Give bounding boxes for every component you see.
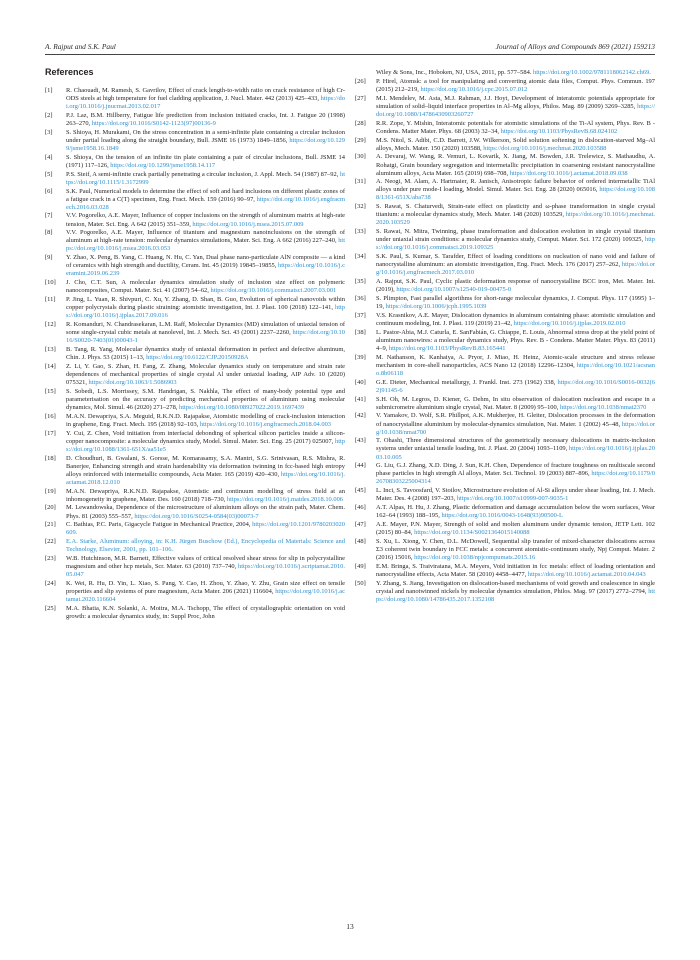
reference-number: [13]: [45, 346, 56, 354]
reference-text: M.S. Nitol, S. Adibi, C.D. Barrett, J.W. Wilkerson, Solid solution softening in dislocation-starved Mg–Al alloys, Mech. Mater. 150 (2020) 103588,: [376, 136, 655, 152]
doi-link[interactable]: https://doi.org/10.1080/14786435.2017.1352108: [376, 587, 655, 603]
reference-item: [45, 455, 345, 487]
reference-text: Y. Cui, Z. Chen, Void initiation from interfacial debonding of spherical silicon particles inside a silicon-copper nanocomposite: a molecular dynamics study, Model. Simul. Mater. Sci. Eng. 25 (2017) 025007,: [66, 429, 345, 445]
reference-number: [28]: [355, 119, 366, 127]
reference-number: [27]: [355, 94, 366, 102]
reference-text: G. Liu, G.J. Zhang, X.D. Ding, J. Sun, K.H. Chen, Dependence of fracture toughness on multiscale second phase particles in high strength Al alloys, Mater. Sci. Technol. 19 (2003) 887–896,: [376, 462, 655, 478]
doi-link[interactable]: https://doi.org/10.1016/j.mechmat.2020.103588: [483, 144, 607, 152]
reference-number: [25]: [45, 605, 56, 613]
reference-number: [41]: [355, 395, 366, 403]
doi-link[interactable]: https://doi.org/10.1016/j.cpc.2015.07.012: [420, 85, 528, 93]
doi-link[interactable]: https://doi.org/10.1002/9781118062142.ch69.: [533, 69, 651, 76]
reference-number: [31]: [355, 178, 366, 186]
reference-item: [45, 504, 345, 520]
reference-item: [45, 605, 345, 621]
doi-link[interactable]: https://doi.org/10.1201/9780203020609.: [66, 521, 345, 537]
reference-item: [355, 120, 655, 136]
reference-text: P.S. Steif, A semi-infinite crack partially penetrating a circular inclusion, J. Appl. Mech. 54 (1987) 87–92,: [66, 170, 340, 178]
reference-item: [45, 254, 345, 278]
reference-item: [45, 521, 345, 537]
reference-text: T. Ohashi, Three dimensional structures of the geometrically necessary dislocations in matrix-inclusion systems under uniaxial tensile loading, Int. J. Plast. 20 (2004) 1093–1109,: [376, 437, 655, 453]
reference-text: E.M. Bringa, S. Traiviratana, M.A. Meyers, Void initiation in fcc metals: effect of loading orientation and nanocrystalline effects, Acta Mater. 58 (2010) 4458–4477,: [376, 562, 655, 578]
reference-number: [35]: [355, 278, 366, 286]
reference-number: [20]: [45, 504, 56, 512]
doi-link[interactable]: https://doi.org/10.1016/j.ijplas.2003.10.005: [376, 445, 655, 461]
doi-link[interactable]: https://doi.org/10.1016/j.ceramint.2019.06.239: [66, 262, 345, 278]
reference-number: [11]: [45, 296, 56, 304]
reference-number: [32]: [355, 203, 366, 211]
reference-number: [37]: [355, 311, 366, 319]
reference-text: Y. Zhao, X. Peng, B. Yang, C. Huang, N. Hu, C. Yan, Dual phase nano-particulate AlN composite — a kind of ceramics with high strength and ductility, Ceram. Int. 45 (2019) 19845–19855,: [66, 254, 345, 270]
reference-number: [39]: [355, 353, 366, 361]
doi-link[interactable]: https://doi.org/10.1115/1.3172999: [66, 170, 345, 186]
reference-number: [38]: [355, 328, 366, 336]
reference-text: P.J. Laz, B.M. Hillberry, Fatigue life prediction from inclusion initiated cracks, Int. J. Fatigue 20 (1998) 263–270,: [66, 111, 345, 127]
doi-link[interactable]: https://doi.org/10.1006/jcph.1995.1039: [385, 303, 487, 311]
reference-number: [17]: [45, 429, 56, 437]
reference-text: D. Choudhuri, B. Gwalani, S. Gorsse, M. Komarasamy, S.A. Mantri, S.G. Srinivasan, R.S. Mishra, R. Banerjee, Enhancing strength and strain hardenability via deformation twinning in fcc-based high entropy alloys reinforced with intermetallic compounds, Acta Mater. 165 (2019) 420–430,: [66, 454, 345, 478]
reference-text: J. Cho, C.T. Sun, A molecular dynamics simulation study of inclusion size effect on polymeric nanocomposites, Comput. Mater. Sci. 41 (2007) 54–62,: [66, 279, 345, 295]
reference-item: [355, 95, 655, 119]
reference-item: [45, 413, 345, 429]
reference-item: [355, 295, 655, 311]
reference-text: S. Plimpton, Fast parallel algorithms for short-range molecular dynamics, J. Comput. Phys. 117 (1995) 1–19,: [376, 295, 655, 311]
reference-item: [355, 78, 655, 94]
reference-number: [5]: [45, 170, 53, 178]
reference-text: W.B. Hutchinson, M.R. Barnett, Effective values of critical resolved shear stress for slip in polycrystalline magnesium and other hcp metals, Scr. Mater. 63 (2010) 737–740,: [66, 555, 345, 571]
reference-text: B. Tang, R. Yang, Molecular dynamics study of uniaxial deformation in perfect and defective aluminum, Chin. J. Phys. 53 (2015) 1–13,: [66, 346, 345, 362]
reference-item: [45, 430, 345, 454]
reference-text: L. Inci, S. Tavoosfard, V. Stoilov, Microstructure evolution of Al-Si alloys under shear loading, Int. J. Mech. Mater. Des. 4 (2008) 197–203,: [376, 487, 655, 503]
reference-number: [24]: [45, 580, 56, 588]
reference-number: [4]: [45, 153, 53, 161]
header-rule: [45, 54, 655, 55]
reference-item: [45, 321, 345, 345]
reference-number: [36]: [355, 295, 366, 303]
reference-number: [44]: [355, 462, 366, 470]
doi-link[interactable]: https://doi.org/10.1088/1361-651X/aba738: [376, 186, 655, 202]
reference-text: S. Rawat, S. Chaturvedi, Strain-rate effect on plasticity and ω-phase transformation in single crystal titanium: a molecular dynamics study, Mech. Mater. 148 (2020) 103529,: [376, 203, 655, 219]
reference-number: [23]: [45, 555, 56, 563]
doi-link[interactable]: https://doi.org/10.1016/j.jnucmat.2013.02.017: [66, 95, 345, 111]
reference-item: [355, 153, 655, 177]
doi-link[interactable]: https://doi.org/10.1016/0043-1648(93)90500-L: [441, 512, 563, 520]
reference-item: [355, 278, 655, 294]
reference-item: [45, 538, 345, 554]
reference-item: [45, 346, 345, 362]
reference-item: [355, 462, 655, 486]
reference-number: [48]: [355, 537, 366, 545]
reference-number: [14]: [45, 362, 56, 370]
reference-number: [3]: [45, 128, 53, 136]
doi-link[interactable]: https://doi.org/10.1007/s12540-019-00475-0: [396, 286, 512, 294]
doi-link[interactable]: https://doi.org/10.1016/j.engfracmech.2018.04.003: [199, 420, 332, 428]
reference-number: [19]: [45, 487, 56, 495]
references-heading: References: [45, 67, 94, 77]
reference-text: Y. Zhang, S. Jiang, Investigation on dislocation-based mechanisms of void growth and coalescence in single crystal and nanotwinned nickels by molecular dynamics simulation, Philos. Mag. 97 (2017) 2772–2794,: [376, 579, 655, 595]
reference-item: [355, 178, 655, 202]
reference-item: [355, 329, 655, 353]
running-header: [45, 42, 655, 54]
doi-link[interactable]: https://doi.org/10.1016/j.actamat.2018.09.038: [509, 169, 628, 177]
reference-text: Z. Li, Y. Gao, S. Zhan, H. Fang, Z. Zhang, Molecular dynamics study on temperature and strain rate dependences of mechanical properties of single crystal Al under uniaxial loading, AIP Adv. 10 (2020) 075321,: [66, 362, 345, 386]
reference-text: R. Chaouadi, M. Ramesh, S. Gavrilov, Effect of crack length-to-width ratio on crack resistance of high Cr-ODS steels at high temperature for fuel cladding application, J. Nucl. Mater. 442 (2013) 425–433,: [66, 87, 345, 103]
reference-item: [355, 521, 655, 537]
reference-text: S. Sobedi, L.S. Morrissey, S.M. Handrigan, S. Nakhla, The effect of many-body potential type and parameterisation on the accuracy of predicting mechanical properties of aluminium using molecular dynamics, Mol. Simul. 46 (2020) 271–278,: [66, 387, 345, 411]
reference-text: M.A.N. Dewapriya, S.A. Meguid, R.K.N.D. Rajapakse, Atomistic modelling of crack-inclusion interaction in graphene, Eng. Fract. Mech. 195 (2018) 92–103,: [66, 412, 345, 428]
doi-link[interactable]: https://doi.org/10.1016/j.commatsci.2007.03.001: [210, 287, 337, 295]
doi-link[interactable]: https://doi.org/10.1038/npjcompumats.2015.16: [414, 554, 536, 562]
reference-item: [45, 188, 345, 212]
reference-number: [47]: [355, 521, 366, 529]
reference-text: V.V. Pogorelko, A.E. Mayer, Influence of titanium and magnesium nanoinclusions on the strength of aluminum at high-rate tension: molecular dynamics simulations, Mater. Sci. Eng. A 662 (2016) 227–240,: [66, 229, 345, 245]
reference-text: A. Rajput, S.K. Paul, Cyclic plastic deformation response of nanocrystalline BCC iron, Met. Mater. Int. (2019),: [376, 278, 655, 294]
reference-item: [45, 363, 345, 387]
doi-link[interactable]: https://doi.org/10.1016/j.engfracmech.2017.03.010: [376, 261, 655, 277]
reference-item: [355, 563, 655, 579]
reference-text: S. Shioya, H. Murakami, On the stress concentration in a semi-infinite plate containing a circular inclusion under partial loading along the straight boundary, Bull. JSME 16 (1973) 1849–1856,: [66, 128, 345, 144]
doi-link[interactable]: https://doi.org/10.1016/S0142-1123(97)00136-9: [91, 119, 216, 127]
doi-link[interactable]: https://doi.org/10.1016/j.actamat.2020.116604: [66, 588, 345, 604]
reference-number: [40]: [355, 378, 366, 386]
reference-text: V.S. Krasnikov, A.E. Mayer, Dislocation dynamics in aluminum containing phase: atomistic simulation and continuum modeling, Int. J. Plast. 119 (2019) 21–42,: [376, 311, 655, 327]
reference-item: [355, 379, 655, 395]
reference-text: G.E. Dieter, Mechanical metallurgy, J. Frankl. Inst. 273 (1962) 338,: [376, 378, 558, 386]
reference-item: [45, 388, 345, 412]
reference-item: [45, 488, 345, 504]
reference-text: V.V. Pogorelko, A.E. Mayer, Influence of copper inclusions on the strength of aluminum matrix at high-rate tension, Mater. Sci. Eng. A 642 (2015) 351–359,: [66, 212, 345, 228]
reference-text: M. Lewandowska, Dependence of the microstructure of aluminium alloys on the strain path, Mater. Chem. Phys. 81 (2003) 555–557,: [66, 504, 345, 520]
reference-item: [355, 203, 655, 227]
reference-text: R.R. Zope, Y. Mishin, Interatomic potentials for atomistic simulations of the Ti-Al system, Phys. Rev. B - Condens. Matter Mater. Phys. 68 (2003) 32–34,: [376, 119, 655, 135]
reference-number: [46]: [355, 504, 366, 512]
reference-item: [45, 296, 345, 320]
doi-link[interactable]: https://doi.org/10.1021/acsnano.8b06118: [376, 361, 655, 377]
doi-link[interactable]: https://doi.org/10.1016/S0254-0584(03)00073-7: [134, 512, 259, 520]
reference-number: [8]: [45, 229, 53, 237]
reference-item: [45, 580, 345, 604]
reference-text: S.H. Oh, M. Legros, D. Kiener, G. Dehm, In situ observation of dislocation nucleation and escape in a submicrometre aluminium single crystal, Nat. Mater. 8 (2009) 95–100,: [376, 395, 655, 411]
reference-number: [16]: [45, 412, 56, 420]
doi-link[interactable]: https://doi.org/10.1179/026708303225004314: [376, 470, 655, 486]
reference-number: [43]: [355, 437, 366, 445]
references-left-column: [45, 87, 345, 622]
reference-text: R. Komanduri, N. Chandrasekaran, L.M. Raff, Molecular Dynamics (MD) simulation of uniaxial tension of some single-crystal cubic metals at nanolevel, Int. J. Mech. Sci. 43 (2001) 2237–2260,: [66, 321, 345, 337]
reference-text: S. Xu, L. Xiong, Y. Chen, D.L. McDowell, Sequential slip transfer of mixed-character dislocations across Σ3 coherent twin boundary in FCC metals: a concurrent atomistic-continuum study, Npj Comput. Mater. 2 (2016) 15016,: [376, 537, 655, 562]
reference-item: [355, 253, 655, 277]
doi-link[interactable]: https://doi.org/10.1016/j.matdes.2018.10.006: [226, 495, 344, 503]
reference-item: [355, 396, 655, 412]
reference-number: [10]: [45, 279, 56, 287]
doi-link[interactable]: https://doi.org/10.1038/nmat700: [376, 420, 655, 436]
doi-link[interactable]: https://doi.org/10.1016/j.actamat.2018.12.010: [66, 470, 345, 486]
header-journal: Journal of Alloys and Compounds 869 (2021) 159213: [495, 42, 655, 51]
doi-link[interactable]: https://doi.org/10.1016/S0020-7403(01)00043-1: [66, 329, 345, 345]
reference-item: [355, 580, 655, 604]
reference-text: C. Bathias, P.C. Paris, Gigacycle Fatigue in Mechanical Practice, 2004,: [66, 521, 253, 529]
doi-link[interactable]: https://doi.org/10.1134/S0021364015140088: [414, 529, 530, 537]
reference-item: [45, 129, 345, 153]
doi-link[interactable]: https://doi.org/10.1016/j.msea.2015.07.009: [192, 220, 304, 228]
reference-number: [30]: [355, 153, 366, 161]
page-number: 13: [346, 922, 354, 931]
reference-number: [33]: [355, 228, 366, 236]
reference-item: [45, 154, 345, 170]
reference-text: P. Hirel, Atomsk: a tool for manipulating and converting atomic data files, Comput. Phys. Commun. 197 (2015) 212–219,: [376, 77, 655, 93]
reference-text: M.A. Bhatia, K.N. Solanki, A. Moitra, M.A. Tschopp, The effect of crystallographic orientation on void growth: a molecular dynamics study, in: Suppl Proc, John: [66, 605, 345, 621]
reference-text: A. Devaraj, W. Wang, R. Vemuri, L. Kovarik, X. Jiang, M. Bowden, J.R. Trelewicz, S. Mathaudhu, A. Rohatgi, Grain boundary segregation and intermetallic precipitation in coarsening resistant nanocrystalline aluminum alloys, Acta Mater. 165 (2019) 698–708,: [376, 153, 655, 177]
reference-item: [45, 87, 345, 111]
doi-link[interactable]: https://doi.org/10.1080/08927022.2019.1697439: [179, 403, 305, 411]
doi-link[interactable]: https://doi.org/10.1038/nmat2370: [559, 403, 647, 411]
doi-link[interactable]: https://doi.org/10.1016/j.msea.2016.03.053: [66, 237, 345, 253]
references-right-column: [355, 69, 655, 605]
reference-item: [355, 228, 655, 252]
reference-item: [355, 412, 655, 436]
doi-link[interactable]: https://doi.org/10.1016/j.engfracmech.2016.03.028: [66, 195, 345, 211]
reference-item: [355, 312, 655, 328]
doi-link[interactable]: https://doi.org/10.6122/CJP.20150928A: [146, 354, 249, 362]
reference-item: [355, 538, 655, 562]
reference-number: [49]: [355, 562, 366, 570]
doi-link[interactable]: https://doi.org/10.1080/14786430903260727: [376, 102, 655, 118]
header-authors: A. Rajput and S.K. Paul: [45, 42, 116, 51]
reference-text: A.E. Mayer, P.N. Mayer, Strength of solid and molten aluminum under dynamic tension, JETP Lett. 102 (2015) 80–84,: [376, 521, 655, 537]
reference-item: [45, 212, 345, 228]
reference-item: [355, 137, 655, 153]
reference-number: [1]: [45, 87, 53, 94]
reference-text: S. Rawat, N. Mitra, Twinning, phase transformation and dislocation evolution in single crystal titanium under uniaxial strain conditions: a molecular dynamics study, Comput. Mater. Sci. 172 (2020) 109325,: [376, 228, 655, 244]
reference-number: [2]: [45, 111, 53, 119]
reference-item: [355, 354, 655, 378]
reference-text: V. Yamakov, D. Wolf, S.R. Phillpot, A.K. Mukherjee, H. Gleiter, Dislocation processes in the deformation of nanocrystalline aluminium by molecular-dynamics simulation, Nat. Mater. 1 (2002) 45–48,: [376, 412, 655, 428]
reference-text: M.A.N. Dewapriya, R.K.N.D. Rajapakse, Atomistic and continuum modelling of stress field at an inhomogeneity in graphene, Mater. Des. 160 (2018) 718–730,: [66, 487, 345, 503]
reference-number: [6]: [45, 187, 53, 195]
reference-number: [9]: [45, 254, 53, 262]
doi-link[interactable]: E.A. Starke, Aluminum: alloying, in: K.H. Jürgen Buschow (Ed.), Encyclopedia of Materials: Science and Technology, Elsevier, 2001, pp. 101–106.: [66, 538, 345, 554]
reference-number: [45]: [355, 487, 366, 495]
doi-link[interactable]: https://doi.org/10.1088/1361-651X/aa51e5: [66, 437, 345, 453]
reference-number: [26]: [355, 77, 366, 85]
reference-number: [18]: [45, 454, 56, 462]
reference-number: [42]: [355, 412, 366, 420]
doi-link[interactable]: https://doi.org/10.1016/j.scriptamat.2010.05.047: [66, 563, 345, 579]
doi-link[interactable]: https://doi.org/10.1103/PhysRevB.83.165441: [388, 344, 506, 352]
doi-link[interactable]: https://doi.org/10.1016/j.ijplas.2019.02.010: [513, 319, 626, 327]
doi-link[interactable]: https://doi.org/10.1016/j.ijplas.2017.09.016: [66, 304, 345, 320]
reference-number: [15]: [45, 387, 56, 395]
doi-link[interactable]: https://doi.org/10.1007/s10999-007-9035-1: [456, 495, 569, 503]
continuation-text: Wiley & Sons, Inc., Hoboken, NJ, USA, 2011, pp. 577–584.: [376, 69, 534, 76]
reference-number: [21]: [45, 521, 56, 529]
reference-text: M. Nathanson, K. Kanhaiya, A. Pryor, J. Miao, H. Heinz, Atomic-scale structure and stress release mechanism in core-shell nanoparticles, ACS Nano 12 (2018) 12296–12304,: [376, 353, 655, 369]
reference-number: [34]: [355, 253, 366, 261]
reference-text: S. Shioya, On the tension of an infinite tin plate containing a pair of circular inclusions, Bull. JSME 14 (1971) 117–126,: [66, 153, 345, 169]
reference-text: A.T. Alpas, H. Hu, J. Zhang, Plastic deformation and damage accumulation below the worn surfaces, Wear 162–64 (1993) 188–195,: [376, 504, 655, 520]
doi-link[interactable]: https://doi.org/10.1103/PhysRevB.68.024102: [500, 127, 618, 135]
reference-number: [7]: [45, 212, 53, 220]
reference-item: [45, 229, 345, 253]
reference-number: [50]: [355, 579, 366, 587]
doi-link[interactable]: https://doi.org/10.1016/j.mechmat.2020.103529: [376, 211, 655, 227]
reference-item: [45, 555, 345, 579]
reference-text: S.K. Paul, S. Kumar, S. Tarafder, Effect of loading conditions on nucleation of nano void and failure of nanocrystalline aluminum: an atomistic investigation, Eng. Fract. Mech. 176 (2017) 257–262,: [376, 253, 655, 269]
doi-link[interactable]: https://doi.org/10.1063/1.5086903: [88, 379, 177, 386]
doi-link[interactable]: https://doi.org/10.1016/S0016-0032(62)91145-6: [376, 378, 655, 394]
doi-link[interactable]: https://doi.org/10.1016/j.commatsci.2019.109325: [376, 236, 655, 252]
reference-text: A. Neogi, M. Alam, A. Hartmaier, R. Janisch, Anisotropic failure behavior of ordered intermetallic TiAl alloys under pure mode-I loading, Model. Simul. Mater. Sci. Eng. 28 (2020) 065016,: [376, 178, 655, 194]
reference-text: L. Pastor-Abia, M.J. Caturla, E. SanFabián, G. Chiappe, E. Louis, Abnormal stress drop at the yield point of aluminum nanowires: a molecular dynamics study, Phys. Rev. B - Condens. Matter Mater. Phys. 83 (2011) 4–9,: [376, 328, 655, 352]
reference-number: [22]: [45, 538, 56, 546]
reference-item: [355, 437, 655, 461]
reference-text: K. Wei, R. Hu, D. Yin, L. Xiao, S. Pang, Y. Cao, H. Zhou, Y. Zhao, Y. Zhu, Grain size effect on tensile properties and slip systems of pure magnesium, Acta Mater. 206 (2021) 116604,: [66, 580, 345, 596]
reference-number: [29]: [355, 136, 366, 144]
reference-number: [12]: [45, 321, 56, 329]
reference-text: M.I. Mendelev, M. Asta, M.J. Rahman, J.J. Hoyt, Development of interatomic potentials appropriate for simulation of solid–liquid interface properties in Al–Mg alloys, Philos. Mag. 89 (2009) 3269–3285,: [376, 94, 655, 110]
reference-item: [45, 112, 345, 128]
reference-item: [355, 487, 655, 503]
reference-text: S.K. Paul, Numerical models to determine the effect of soft and hard inclusions on different plastic zones of a fatigue crack in a C(T) specimen, Eng. Fract. Mech. 159 (2016) 90–97,: [66, 187, 345, 203]
doi-link[interactable]: https://doi.org/10.1299/jsme1958.14.117: [110, 161, 216, 169]
reference-item: [45, 171, 345, 187]
doi-link[interactable]: https://doi.org/10.1016/j.actamat.2010.04.043: [527, 570, 646, 578]
reference-text: P. Jing, L. Yuan, R. Shivpuri, C. Xu, Y. Zhang, D. Shan, B. Guo, Evolution of spherical nanovoids within copper polycrystals during plastic straining: atomistic investigation, Int. J. Plast. 100 (2018) 122–141,: [66, 296, 345, 312]
doi-link[interactable]: https://doi.org/10.1299/jsme1958.16.1849: [66, 136, 345, 152]
reference-item: [355, 504, 655, 520]
reference-item: [45, 279, 345, 295]
reference-continuation: [355, 69, 655, 77]
